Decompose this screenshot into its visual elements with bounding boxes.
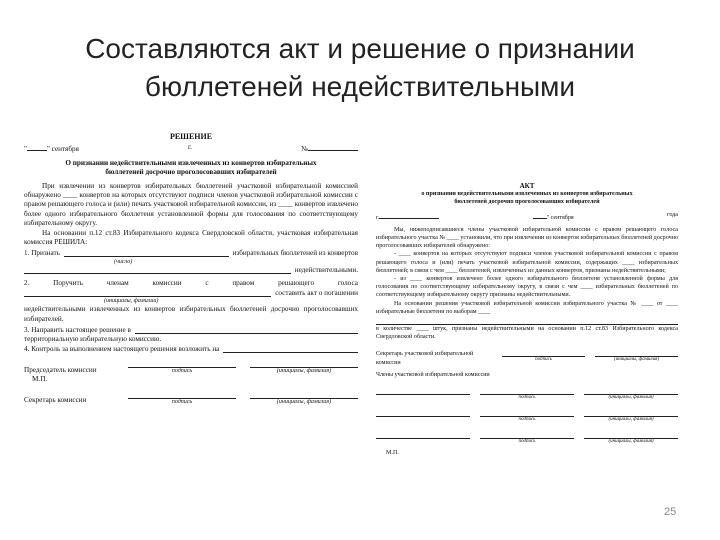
act-members-label: Члены участковой избирательной комиссии [376, 371, 490, 378]
decision-paragraph-1: При извлечении из конвертов избирательных бюллетеней участковой избирательной комиссией обнаружено ____ конвертов на которых отсутствуют подписи членов участковой избирательной комиссии с правом решающего голоса и (или) печать участковой избирательной комиссии, из ____ конвертов извлечено более одного избирательного бюллетеня установленной формы для голосования по соответствующему избирательному округу. [24, 181, 358, 228]
decision-date-month: " сентября [46, 145, 79, 154]
act-document [376, 182, 678, 512]
slide-title-line-1: Составляются акт и решение о признании [85, 33, 635, 64]
page-number: 25 [664, 506, 677, 518]
decision-secretary-signature: Секретарь комиссии подпись (инициалы, фамилия) [24, 391, 358, 406]
act-member-signature: подпись (инициалы, фамилия) [376, 410, 678, 423]
act-paragraph-3: - из ____ конвертов извлечено более одного избирательного бюллетеня установленной формы для голосования по соответствующему избирательному округу, в связи с чем ____ избирательных бюллетеней по соответствующему избирательному округу признаны недействительными. [376, 276, 678, 299]
act-paragraph-4: На основании решения участковой избирательной комиссии избирательного участка № ____ от ____ избирательные бюллетени по выборам ____ [376, 300, 678, 315]
decision-chair-signature: Председатель комиссии подпись (инициалы, фамилия) [24, 360, 358, 375]
act-date-row: г. " сентября года [376, 211, 678, 221]
decision-item-3-end: территориальную избирательную комиссию. [24, 335, 162, 344]
act-secretary-signature: Секретарь участковой избирательной комиссии подпись (инициалы, фамилия) [376, 350, 678, 366]
act-subject-line-2: бюллетеней досрочно проголосовавших избирателей [454, 199, 600, 206]
slide-title-line-2: бюллетеней недействительными [144, 71, 576, 102]
decision-heading: РЕШЕНИЕ [169, 132, 213, 141]
decision-item-2-end: недействительными извлеченных из конвертов избирательных бюллетеней досрочно проголосовавших избирателей. [24, 305, 358, 323]
decision-hint-names: (инициалы, фамилии) [104, 298, 159, 305]
decision-item-1-cont: недействительными. [294, 265, 358, 274]
decision-hint-number: (число) [114, 258, 133, 265]
decision-item-3: 3. Направить настоящее решение в [24, 326, 358, 335]
act-heading: АКТ [519, 182, 535, 190]
act-paragraph-2: - ____ конвертов на которых отсутствуют подписи членов участковой избирательной комиссии с правом решающего голоса и (или) печать участковой избирательной комиссии, содержащих ____ избирательных бюллетеней; в связи с чем ____ бюллетеней, извлеченных из данных конвертов, признаны недействительными; [376, 251, 678, 274]
act-member-signature: подпись (инициалы, фамилия) [376, 388, 678, 401]
act-stamp: М.П. [386, 450, 399, 457]
decision-item-2-act: составить акт о погашении [275, 288, 358, 297]
decision-paragraph-2: На основании п.12 ст.83 Избирательного кодекса Свердловской области, участковая избирательная комиссия РЕШИЛА: [24, 228, 358, 247]
act-subject-line-1: о признании недействительными извлеченных из конвертов избирательных [421, 191, 633, 198]
decision-number-sign: № [301, 145, 308, 154]
decision-item-1-start: 1. Признать [24, 249, 60, 258]
decision-subject-line-1: О признании недействительными извлеченных из конвертов избирательных [65, 158, 317, 167]
decision-stamp-1: М.П. [32, 375, 48, 384]
act-paragraph-1: Мы, нижеподписавшиеся члены участковой избирательной комиссии с правом решающего голоса избирательного участка № ____ установили, что при извлечении из конвертов избирательных бюллетеней досрочно проголосовавших избирателей обнаружено: [376, 226, 678, 250]
decision-item-1-end: избирательных бюллетеней из конвертов [232, 249, 358, 258]
act-paragraph-5: в количестве ____ штук, признаны недействительными на основании п.12 ст.83 Избирательного кодекса Свердловской области. [376, 326, 678, 341]
decision-item-1 [24, 249, 358, 258]
decision-date-year: г. [188, 143, 192, 152]
decision-document [24, 132, 358, 527]
act-member-signature: подпись (инициалы, фамилия) [376, 432, 678, 445]
slide-title [0, 30, 720, 106]
decision-subject-line-2: бюллетеней досрочно проголосовавших избирателей [105, 168, 277, 177]
decision-date-row [24, 143, 358, 154]
decision-item-2: 2. Поручить членам комиссии с правом решающего голоса [24, 279, 358, 288]
decision-date-quote: " [24, 145, 27, 154]
decision-item-4: 4. Контроль за выполнением настоящего решения возложить на [24, 345, 358, 354]
